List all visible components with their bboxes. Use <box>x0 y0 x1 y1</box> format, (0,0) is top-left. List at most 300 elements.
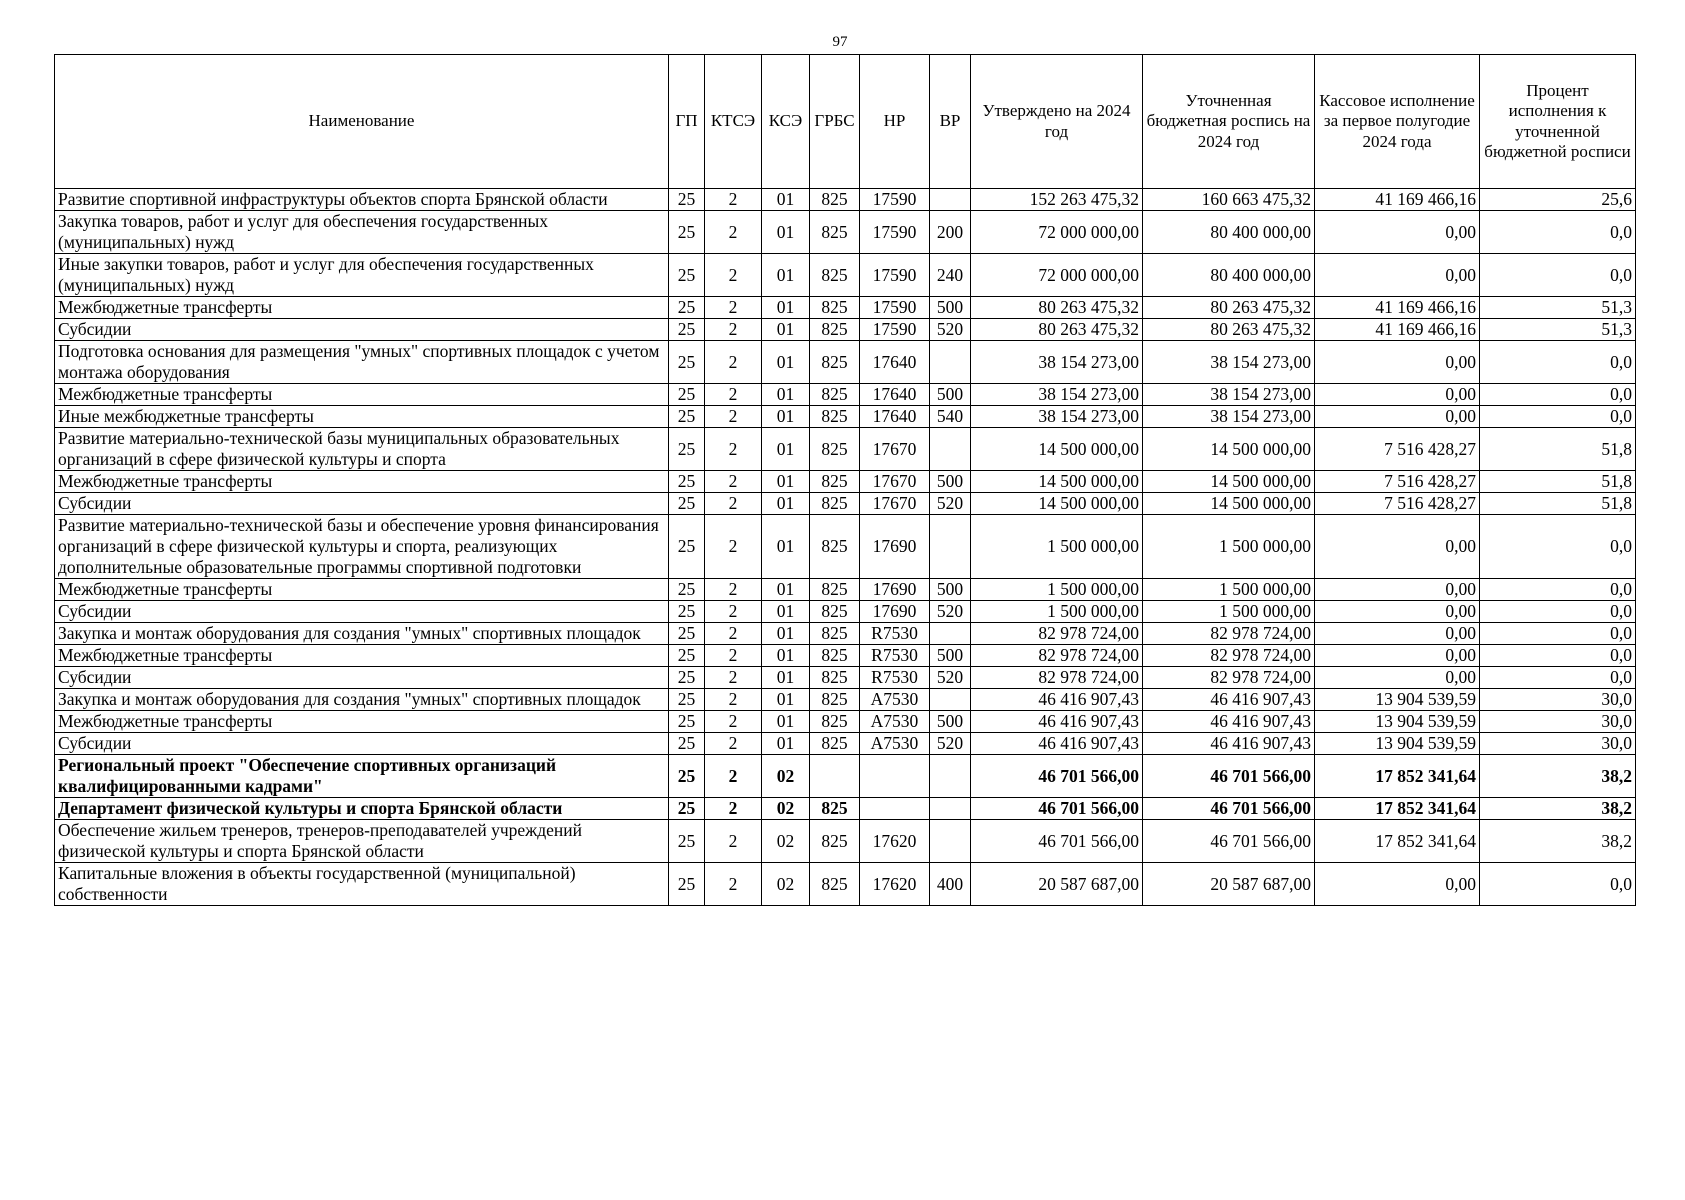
cell-grbs: 825 <box>810 689 860 711</box>
cell-cash: 0,00 <box>1315 667 1480 689</box>
cell-grbs: 825 <box>810 667 860 689</box>
cell-revised: 80 400 000,00 <box>1143 211 1315 254</box>
table-body <box>55 189 1636 906</box>
table-row <box>55 645 1636 667</box>
cell-name: Субсидии <box>55 601 669 623</box>
cell-ktse: 2 <box>705 601 762 623</box>
cell-ktse: 2 <box>705 406 762 428</box>
cell-revised: 20 587 687,00 <box>1143 863 1315 906</box>
cell-grbs: 825 <box>810 733 860 755</box>
header-vr: ВР <box>930 55 971 189</box>
cell-gp: 25 <box>669 406 705 428</box>
table-row <box>55 820 1636 863</box>
cell-ktse: 2 <box>705 689 762 711</box>
cell-kse: 01 <box>762 711 810 733</box>
cell-cash: 0,00 <box>1315 384 1480 406</box>
cell-name: Межбюджетные трансферты <box>55 384 669 406</box>
table-row <box>55 579 1636 601</box>
cell-cash: 13 904 539,59 <box>1315 711 1480 733</box>
cell-name: Межбюджетные трансферты <box>55 297 669 319</box>
cell-percent: 0,0 <box>1480 863 1636 906</box>
cell-cash: 7 516 428,27 <box>1315 493 1480 515</box>
cell-gp: 25 <box>669 297 705 319</box>
cell-nr: 17640 <box>860 341 930 384</box>
cell-percent: 51,8 <box>1480 493 1636 515</box>
header-revised: Уточненная бюджетная роспись на 2024 год <box>1143 55 1315 189</box>
cell-revised: 160 663 475,32 <box>1143 189 1315 211</box>
cell-revised: 38 154 273,00 <box>1143 341 1315 384</box>
cell-approved: 1 500 000,00 <box>971 579 1143 601</box>
cell-revised: 80 263 475,32 <box>1143 319 1315 341</box>
cell-ktse: 2 <box>705 711 762 733</box>
cell-name: Закупка и монтаж оборудования для создания "умных" спортивных площадок <box>55 689 669 711</box>
cell-percent: 0,0 <box>1480 254 1636 297</box>
page-number: 97 <box>832 34 848 50</box>
cell-nr: 17640 <box>860 406 930 428</box>
table-row <box>55 689 1636 711</box>
cell-grbs: 825 <box>810 428 860 471</box>
cell-kse: 02 <box>762 820 810 863</box>
cell-gp: 25 <box>669 428 705 471</box>
cell-nr: 17670 <box>860 471 930 493</box>
cell-grbs: 825 <box>810 820 860 863</box>
header-approved: Утверждено на 2024 год <box>971 55 1143 189</box>
cell-vr: 520 <box>930 319 971 341</box>
cell-name: Субсидии <box>55 493 669 515</box>
cell-kse: 01 <box>762 579 810 601</box>
cell-grbs: 825 <box>810 863 860 906</box>
cell-name: Развитие спортивной инфраструктуры объектов спорта Брянской области <box>55 189 669 211</box>
cell-approved: 46 701 566,00 <box>971 820 1143 863</box>
cell-kse: 01 <box>762 645 810 667</box>
cell-grbs: 825 <box>810 711 860 733</box>
cell-cash: 0,00 <box>1315 406 1480 428</box>
cell-cash: 0,00 <box>1315 515 1480 579</box>
cell-vr <box>930 689 971 711</box>
cell-cash: 41 169 466,16 <box>1315 297 1480 319</box>
cell-gp: 25 <box>669 579 705 601</box>
cell-revised: 1 500 000,00 <box>1143 579 1315 601</box>
cell-grbs: 825 <box>810 645 860 667</box>
cell-revised: 82 978 724,00 <box>1143 623 1315 645</box>
header-grbs: ГРБС <box>810 55 860 189</box>
cell-cash: 0,00 <box>1315 601 1480 623</box>
cell-gp: 25 <box>669 341 705 384</box>
cell-name: Региональный проект "Обеспечение спортивных организаций квалифицированными кадрами" <box>55 755 669 798</box>
cell-vr <box>930 515 971 579</box>
cell-kse: 01 <box>762 493 810 515</box>
cell-grbs: 825 <box>810 623 860 645</box>
header-ktse: КТСЭ <box>705 55 762 189</box>
header-percent: Процент исполнения к уточненной бюджетной росписи <box>1480 55 1636 189</box>
cell-ktse: 2 <box>705 798 762 820</box>
cell-vr <box>930 798 971 820</box>
table-row <box>55 471 1636 493</box>
cell-kse: 01 <box>762 623 810 645</box>
table-row <box>55 623 1636 645</box>
table-row <box>55 515 1636 579</box>
cell-gp: 25 <box>669 755 705 798</box>
table-row <box>55 319 1636 341</box>
cell-cash: 0,00 <box>1315 863 1480 906</box>
cell-vr <box>930 820 971 863</box>
header-cash: Кассовое исполнение за первое полугодие 2024 года <box>1315 55 1480 189</box>
cell-ktse: 2 <box>705 863 762 906</box>
cell-ktse: 2 <box>705 384 762 406</box>
cell-vr: 400 <box>930 863 971 906</box>
cell-ktse: 2 <box>705 820 762 863</box>
cell-approved: 1 500 000,00 <box>971 601 1143 623</box>
table-row <box>55 493 1636 515</box>
cell-gp: 25 <box>669 689 705 711</box>
cell-nr: R7530 <box>860 645 930 667</box>
cell-vr <box>930 623 971 645</box>
cell-nr: 17690 <box>860 601 930 623</box>
cell-revised: 82 978 724,00 <box>1143 645 1315 667</box>
cell-cash: 0,00 <box>1315 254 1480 297</box>
cell-nr: 17690 <box>860 515 930 579</box>
cell-approved: 46 701 566,00 <box>971 755 1143 798</box>
cell-percent: 0,0 <box>1480 384 1636 406</box>
cell-grbs: 825 <box>810 798 860 820</box>
cell-vr: 240 <box>930 254 971 297</box>
cell-cash: 0,00 <box>1315 579 1480 601</box>
cell-approved: 38 154 273,00 <box>971 384 1143 406</box>
cell-kse: 01 <box>762 428 810 471</box>
cell-nr <box>860 755 930 798</box>
cell-cash: 13 904 539,59 <box>1315 689 1480 711</box>
cell-grbs: 825 <box>810 493 860 515</box>
table-row <box>55 733 1636 755</box>
cell-kse: 01 <box>762 406 810 428</box>
table-row <box>55 384 1636 406</box>
cell-ktse: 2 <box>705 493 762 515</box>
cell-ktse: 2 <box>705 471 762 493</box>
cell-kse: 01 <box>762 384 810 406</box>
cell-grbs: 825 <box>810 515 860 579</box>
cell-vr: 520 <box>930 601 971 623</box>
cell-gp: 25 <box>669 471 705 493</box>
cell-name: Субсидии <box>55 733 669 755</box>
cell-cash: 17 852 341,64 <box>1315 798 1480 820</box>
cell-nr: R7530 <box>860 623 930 645</box>
cell-gp: 25 <box>669 254 705 297</box>
cell-gp: 25 <box>669 623 705 645</box>
cell-approved: 82 978 724,00 <box>971 667 1143 689</box>
cell-vr: 500 <box>930 384 971 406</box>
cell-cash: 7 516 428,27 <box>1315 428 1480 471</box>
table-row <box>55 297 1636 319</box>
table-row <box>55 711 1636 733</box>
cell-nr: 17590 <box>860 297 930 319</box>
cell-revised: 1 500 000,00 <box>1143 601 1315 623</box>
cell-vr: 520 <box>930 667 971 689</box>
cell-gp: 25 <box>669 515 705 579</box>
cell-kse: 01 <box>762 667 810 689</box>
cell-nr: 17690 <box>860 579 930 601</box>
cell-revised: 1 500 000,00 <box>1143 515 1315 579</box>
cell-vr <box>930 428 971 471</box>
cell-gp: 25 <box>669 667 705 689</box>
cell-cash: 0,00 <box>1315 645 1480 667</box>
cell-approved: 14 500 000,00 <box>971 471 1143 493</box>
cell-approved: 14 500 000,00 <box>971 428 1143 471</box>
table-row <box>55 601 1636 623</box>
cell-grbs: 825 <box>810 254 860 297</box>
cell-ktse: 2 <box>705 319 762 341</box>
cell-approved: 46 416 907,43 <box>971 711 1143 733</box>
table-row <box>55 254 1636 297</box>
cell-gp: 25 <box>669 211 705 254</box>
cell-kse: 02 <box>762 863 810 906</box>
cell-percent: 38,2 <box>1480 798 1636 820</box>
table-row <box>55 755 1636 798</box>
table-row <box>55 211 1636 254</box>
cell-approved: 46 416 907,43 <box>971 689 1143 711</box>
cell-revised: 14 500 000,00 <box>1143 493 1315 515</box>
cell-ktse: 2 <box>705 211 762 254</box>
cell-vr: 500 <box>930 579 971 601</box>
cell-cash: 41 169 466,16 <box>1315 319 1480 341</box>
cell-vr: 520 <box>930 493 971 515</box>
cell-revised: 14 500 000,00 <box>1143 471 1315 493</box>
cell-name: Капитальные вложения в объекты государственной (муниципальной) собственности <box>55 863 669 906</box>
cell-name: Подготовка основания для размещения "умных" спортивных площадок с учетом монтажа оборудования <box>55 341 669 384</box>
cell-kse: 01 <box>762 341 810 384</box>
header-gp: ГП <box>669 55 705 189</box>
cell-nr: 17590 <box>860 254 930 297</box>
cell-approved: 14 500 000,00 <box>971 493 1143 515</box>
cell-approved: 46 416 907,43 <box>971 733 1143 755</box>
cell-percent: 30,0 <box>1480 733 1636 755</box>
cell-name: Департамент физической культуры и спорта Брянской области <box>55 798 669 820</box>
cell-percent: 51,3 <box>1480 297 1636 319</box>
cell-gp: 25 <box>669 798 705 820</box>
cell-kse: 01 <box>762 189 810 211</box>
cell-kse: 01 <box>762 254 810 297</box>
cell-revised: 38 154 273,00 <box>1143 406 1315 428</box>
table-row <box>55 667 1636 689</box>
cell-cash: 0,00 <box>1315 341 1480 384</box>
table-row <box>55 428 1636 471</box>
cell-approved: 1 500 000,00 <box>971 515 1143 579</box>
cell-revised: 46 416 907,43 <box>1143 689 1315 711</box>
cell-kse: 02 <box>762 755 810 798</box>
cell-approved: 72 000 000,00 <box>971 211 1143 254</box>
cell-percent: 0,0 <box>1480 601 1636 623</box>
cell-name: Закупка товаров, работ и услуг для обеспечения государственных (муниципальных) нужд <box>55 211 669 254</box>
cell-approved: 82 978 724,00 <box>971 623 1143 645</box>
cell-ktse: 2 <box>705 515 762 579</box>
cell-grbs: 825 <box>810 189 860 211</box>
cell-grbs <box>810 755 860 798</box>
cell-grbs: 825 <box>810 211 860 254</box>
cell-grbs: 825 <box>810 579 860 601</box>
cell-nr <box>860 798 930 820</box>
cell-name: Межбюджетные трансферты <box>55 645 669 667</box>
cell-percent: 0,0 <box>1480 211 1636 254</box>
cell-kse: 01 <box>762 601 810 623</box>
cell-name: Развитие материально-технической базы муниципальных образовательных организаций в сфере физической культуры и спорта <box>55 428 669 471</box>
cell-nr: 17620 <box>860 820 930 863</box>
cell-nr: 17590 <box>860 211 930 254</box>
cell-approved: 20 587 687,00 <box>971 863 1143 906</box>
cell-percent: 0,0 <box>1480 341 1636 384</box>
cell-nr: А7530 <box>860 711 930 733</box>
cell-revised: 38 154 273,00 <box>1143 384 1315 406</box>
cell-gp: 25 <box>669 319 705 341</box>
cell-percent: 0,0 <box>1480 667 1636 689</box>
cell-nr: 17670 <box>860 428 930 471</box>
cell-revised: 80 400 000,00 <box>1143 254 1315 297</box>
cell-percent: 25,6 <box>1480 189 1636 211</box>
cell-nr: А7530 <box>860 689 930 711</box>
cell-gp: 25 <box>669 601 705 623</box>
cell-ktse: 2 <box>705 189 762 211</box>
cell-vr <box>930 341 971 384</box>
cell-kse: 02 <box>762 798 810 820</box>
cell-name: Иные межбюджетные трансферты <box>55 406 669 428</box>
cell-ktse: 2 <box>705 733 762 755</box>
cell-percent: 0,0 <box>1480 623 1636 645</box>
cell-revised: 46 701 566,00 <box>1143 798 1315 820</box>
cell-gp: 25 <box>669 189 705 211</box>
cell-name: Закупка и монтаж оборудования для создания "умных" спортивных площадок <box>55 623 669 645</box>
cell-ktse: 2 <box>705 428 762 471</box>
cell-vr: 500 <box>930 471 971 493</box>
cell-name: Развитие материально-технической базы и обеспечение уровня финансирования организаций в сфере физической культуры и спорта, реализующих дополнительные образовательные программы спортивной подготовки <box>55 515 669 579</box>
cell-percent: 30,0 <box>1480 689 1636 711</box>
cell-vr: 500 <box>930 645 971 667</box>
cell-gp: 25 <box>669 493 705 515</box>
cell-revised: 80 263 475,32 <box>1143 297 1315 319</box>
cell-cash: 0,00 <box>1315 211 1480 254</box>
cell-gp: 25 <box>669 711 705 733</box>
header-nr: НР <box>860 55 930 189</box>
cell-grbs: 825 <box>810 297 860 319</box>
cell-percent: 0,0 <box>1480 645 1636 667</box>
cell-approved: 80 263 475,32 <box>971 319 1143 341</box>
table-row <box>55 341 1636 384</box>
cell-nr: 17590 <box>860 319 930 341</box>
cell-ktse: 2 <box>705 341 762 384</box>
cell-name: Субсидии <box>55 319 669 341</box>
cell-percent: 0,0 <box>1480 406 1636 428</box>
cell-percent: 38,2 <box>1480 755 1636 798</box>
cell-grbs: 825 <box>810 319 860 341</box>
cell-revised: 46 416 907,43 <box>1143 711 1315 733</box>
cell-name: Субсидии <box>55 667 669 689</box>
cell-ktse: 2 <box>705 254 762 297</box>
header-row <box>55 55 1636 189</box>
cell-nr: 17620 <box>860 863 930 906</box>
budget-table <box>54 54 1636 906</box>
cell-approved: 46 701 566,00 <box>971 798 1143 820</box>
cell-nr: 17640 <box>860 384 930 406</box>
cell-ktse: 2 <box>705 667 762 689</box>
cell-cash: 17 852 341,64 <box>1315 755 1480 798</box>
cell-name: Иные закупки товаров, работ и услуг для обеспечения государственных (муниципальных) нужд <box>55 254 669 297</box>
cell-revised: 46 416 907,43 <box>1143 733 1315 755</box>
cell-gp: 25 <box>669 733 705 755</box>
cell-nr: R7530 <box>860 667 930 689</box>
cell-gp: 25 <box>669 384 705 406</box>
cell-kse: 01 <box>762 319 810 341</box>
cell-vr: 540 <box>930 406 971 428</box>
cell-percent: 38,2 <box>1480 820 1636 863</box>
table-row <box>55 189 1636 211</box>
header-name: Наименование <box>55 55 669 189</box>
cell-name: Межбюджетные трансферты <box>55 711 669 733</box>
cell-gp: 25 <box>669 820 705 863</box>
cell-cash: 0,00 <box>1315 623 1480 645</box>
cell-kse: 01 <box>762 471 810 493</box>
table-row <box>55 406 1636 428</box>
cell-kse: 01 <box>762 515 810 579</box>
cell-vr <box>930 755 971 798</box>
cell-kse: 01 <box>762 211 810 254</box>
cell-approved: 82 978 724,00 <box>971 645 1143 667</box>
cell-approved: 152 263 475,32 <box>971 189 1143 211</box>
cell-gp: 25 <box>669 863 705 906</box>
cell-cash: 13 904 539,59 <box>1315 733 1480 755</box>
cell-percent: 30,0 <box>1480 711 1636 733</box>
cell-grbs: 825 <box>810 406 860 428</box>
cell-vr <box>930 189 971 211</box>
cell-cash: 41 169 466,16 <box>1315 189 1480 211</box>
cell-percent: 51,8 <box>1480 428 1636 471</box>
cell-cash: 7 516 428,27 <box>1315 471 1480 493</box>
cell-kse: 01 <box>762 297 810 319</box>
cell-nr: 17670 <box>860 493 930 515</box>
cell-name: Межбюджетные трансферты <box>55 579 669 601</box>
cell-revised: 82 978 724,00 <box>1143 667 1315 689</box>
cell-percent: 0,0 <box>1480 515 1636 579</box>
cell-kse: 01 <box>762 733 810 755</box>
cell-ktse: 2 <box>705 645 762 667</box>
cell-percent: 51,8 <box>1480 471 1636 493</box>
cell-approved: 80 263 475,32 <box>971 297 1143 319</box>
cell-approved: 38 154 273,00 <box>971 341 1143 384</box>
cell-revised: 14 500 000,00 <box>1143 428 1315 471</box>
cell-gp: 25 <box>669 645 705 667</box>
cell-ktse: 2 <box>705 579 762 601</box>
cell-vr: 500 <box>930 711 971 733</box>
cell-revised: 46 701 566,00 <box>1143 755 1315 798</box>
cell-revised: 46 701 566,00 <box>1143 820 1315 863</box>
cell-grbs: 825 <box>810 341 860 384</box>
table-row <box>55 798 1636 820</box>
cell-grbs: 825 <box>810 384 860 406</box>
cell-approved: 72 000 000,00 <box>971 254 1143 297</box>
cell-vr: 200 <box>930 211 971 254</box>
cell-nr: 17590 <box>860 189 930 211</box>
cell-grbs: 825 <box>810 601 860 623</box>
cell-approved: 38 154 273,00 <box>971 406 1143 428</box>
cell-kse: 01 <box>762 689 810 711</box>
cell-vr: 500 <box>930 297 971 319</box>
cell-cash: 17 852 341,64 <box>1315 820 1480 863</box>
cell-name: Обеспечение жильем тренеров, тренеров-преподавателей учреждений физической культуры и спорта Брянской области <box>55 820 669 863</box>
cell-ktse: 2 <box>705 755 762 798</box>
table-row <box>55 863 1636 906</box>
cell-ktse: 2 <box>705 623 762 645</box>
cell-grbs: 825 <box>810 471 860 493</box>
cell-vr: 520 <box>930 733 971 755</box>
cell-percent: 0,0 <box>1480 579 1636 601</box>
cell-name: Межбюджетные трансферты <box>55 471 669 493</box>
cell-ktse: 2 <box>705 297 762 319</box>
